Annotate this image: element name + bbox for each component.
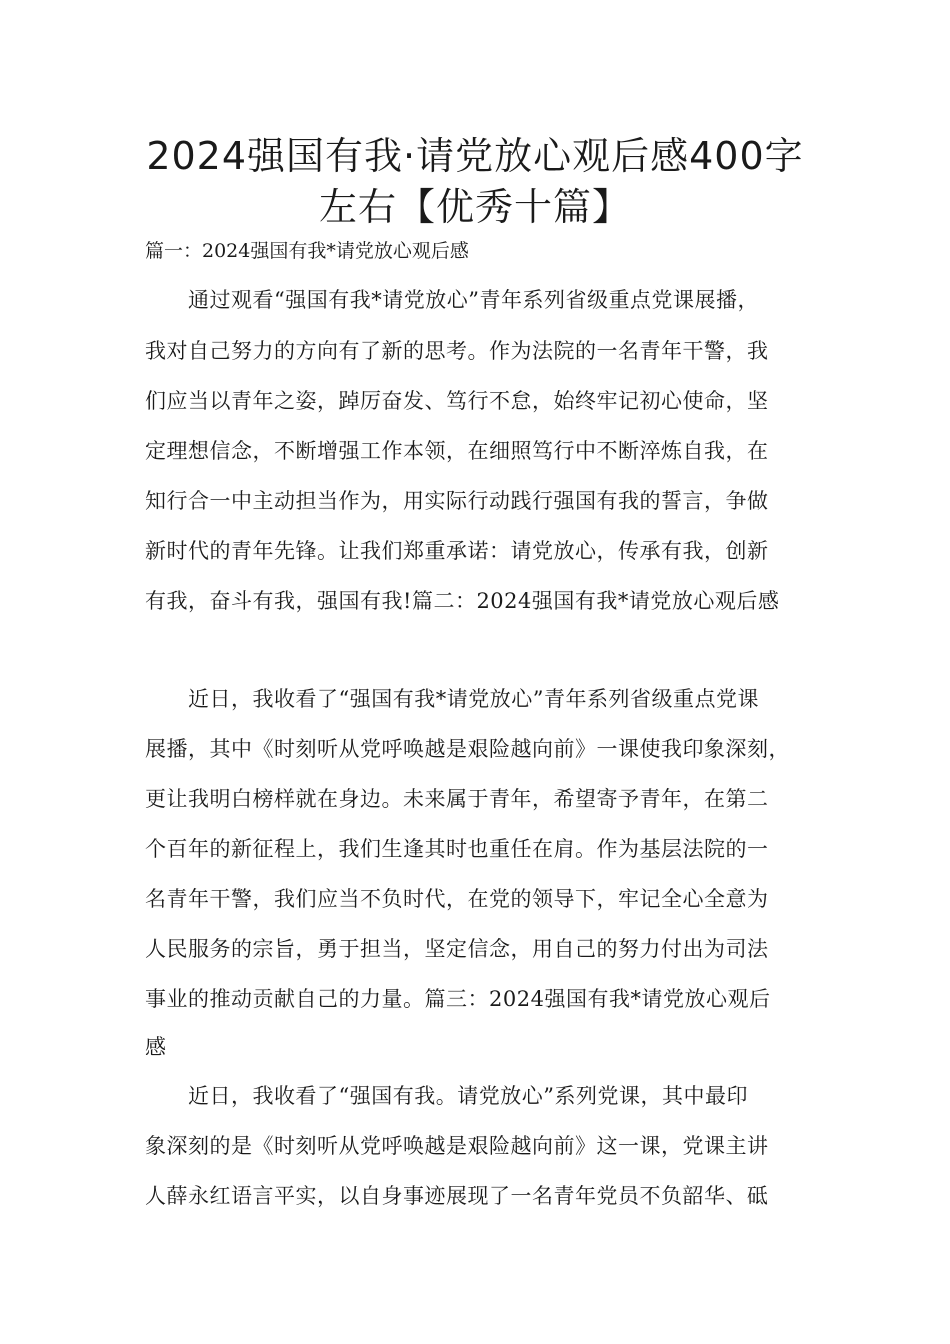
paragraph-line: 人薛永红语言平实，以自身事迹展现了一名青年党员不负韶华、砥	[145, 1184, 769, 1208]
paragraph-line: 展播，其中《时刻听从党呼唤越是艰险越向前》一课使我印象深刻，	[145, 737, 790, 761]
paragraph-line: 事业的推动贡献自己的力量。篇三：2024强国有我*请党放心观后	[145, 987, 771, 1011]
paragraph-line: 个百年的新征程上，我们生逢其时也重任在肩。作为基层法院的一	[145, 837, 769, 861]
paragraph-line: 定理想信念，不断增强工作本领，在细照笃行中不断淬炼自我，在	[145, 439, 769, 463]
paragraph-line: 名青年干警，我们应当不负时代，在党的领导下，牢记全心全意为	[145, 887, 769, 911]
paragraph-line: 更让我明白榜样就在身边。未来属于青年，希望寄予青年，在第二	[145, 787, 769, 811]
paragraph-line: 知行合一中主动担当作为，用实际行动践行强国有我的誓言，争做	[145, 489, 769, 513]
paragraph-line: 有我，奋斗有我，强国有我!篇二：2024强国有我*请党放心观后感	[145, 589, 780, 613]
paragraph-line: 新时代的青年先锋。让我们郑重承诺：请党放心，传承有我，创新	[145, 539, 769, 563]
paragraph-line: 感	[145, 1035, 167, 1059]
paragraph-line: 人民服务的宗旨，勇于担当，坚定信念，用自己的努力付出为司法	[145, 937, 769, 961]
section-one-heading: 篇一：2024强国有我*请党放心观后感	[145, 240, 469, 262]
paragraph-line: 们应当以青年之姿，踔厉奋发、笃行不怠，始终牢记初心使命，坚	[145, 389, 769, 413]
document-title-line-2: 左右【优秀十篇】	[318, 185, 631, 229]
paragraph-line: 我对自己努力的方向有了新的思考。作为法院的一名青年干警，我	[145, 339, 769, 363]
paragraph-line: 通过观看“强国有我*请党放心”青年系列省级重点党课展播，	[188, 288, 759, 312]
paragraph-line: 近日，我收看了“强国有我。请党放心”系列党课，其中最印	[188, 1084, 748, 1108]
paragraph-line: 近日，我收看了“强国有我*请党放心”青年系列省级重点党课	[188, 687, 759, 711]
document-title-line-1: 2024强国有我·请党放心观后感400字	[146, 134, 804, 178]
paragraph-line: 象深刻的是《时刻听从党呼唤越是艰险越向前》这一课，党课主讲	[145, 1134, 769, 1158]
